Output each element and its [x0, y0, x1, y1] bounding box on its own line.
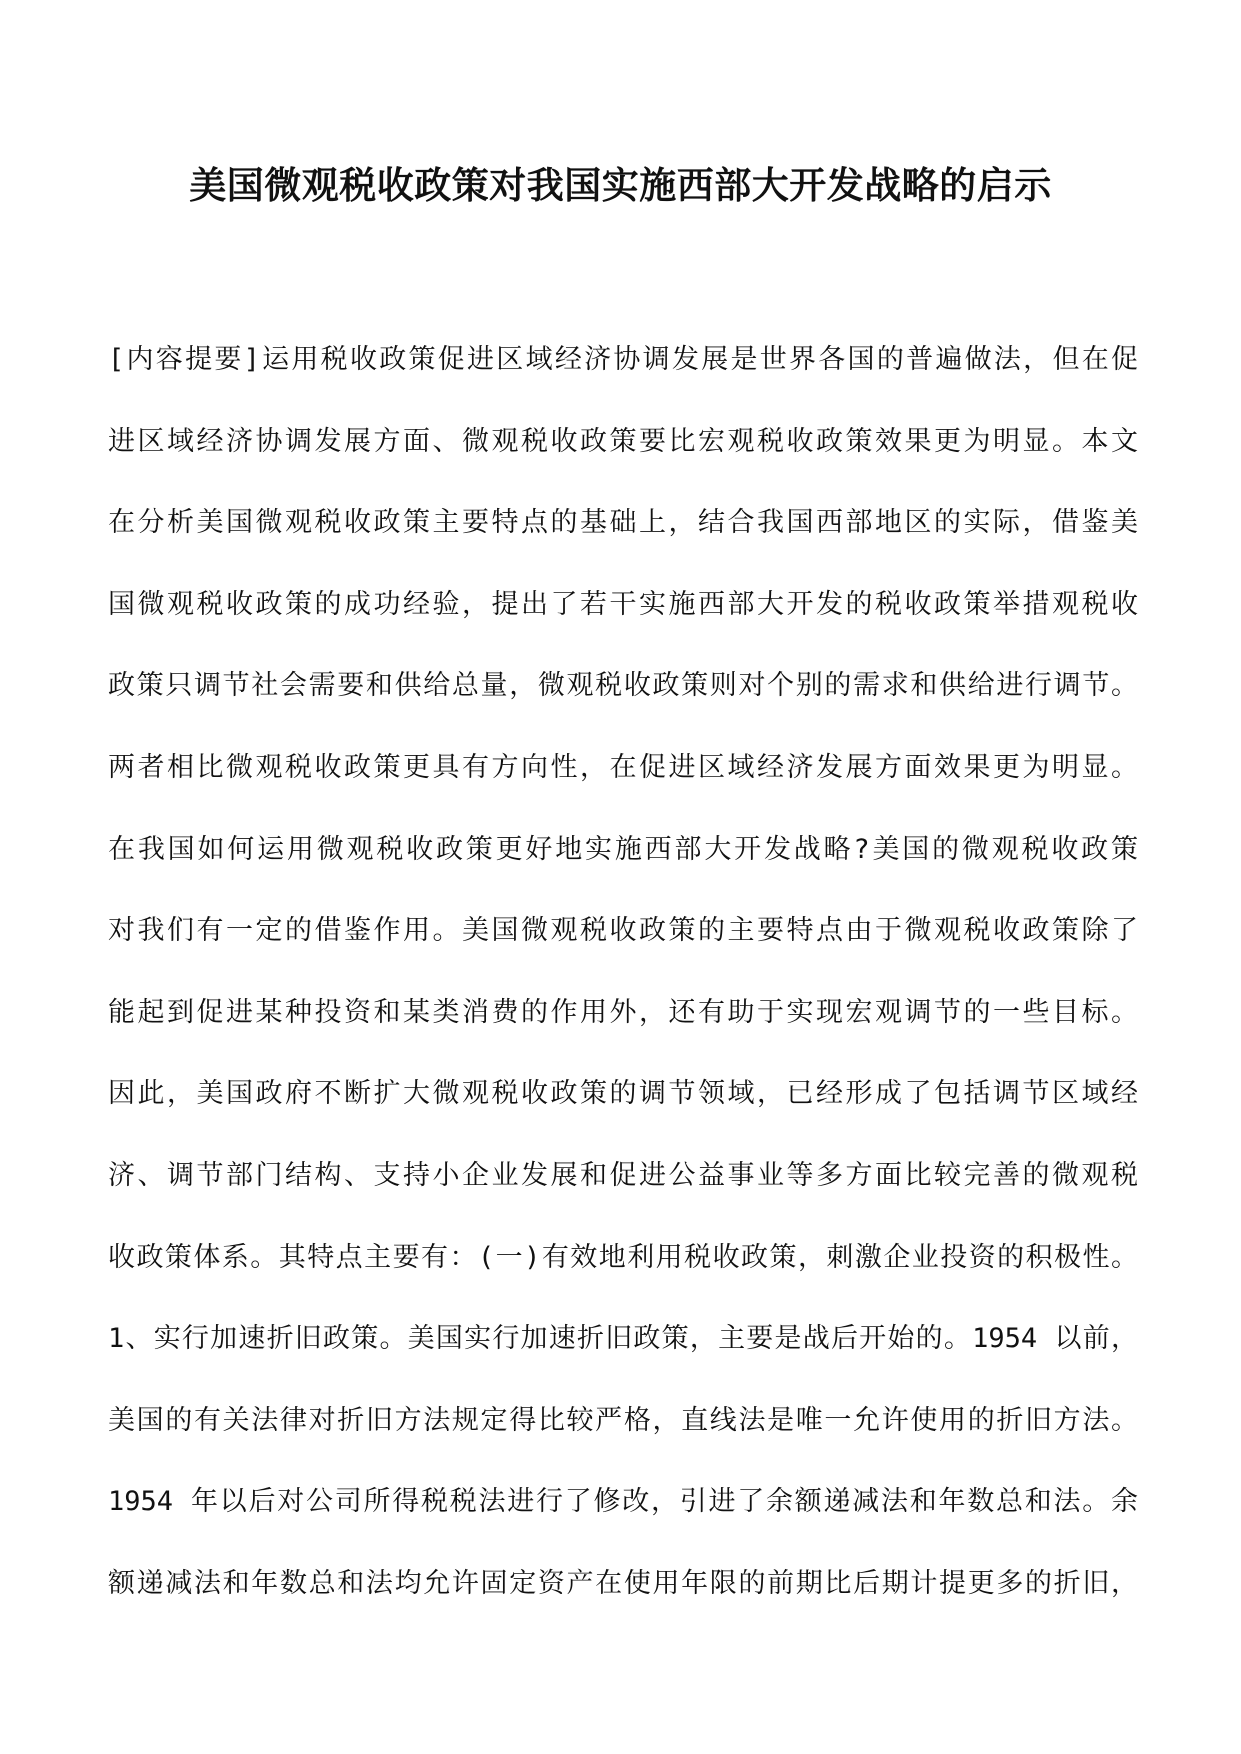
body-line: 因此，美国政府不断扩大微观税收政策的调节领域，已经形成了包括调节区域经	[108, 1078, 1138, 1110]
body-line: 政策只调节社会需要和供给总量，微观税收政策则对个别的需求和供给进行调节。	[108, 670, 1138, 702]
body-line: 额递减法和年数总和法均允许固定资产在使用年限的前期比后期计提更多的折旧，	[108, 1567, 1138, 1599]
document-title: 美国微观税收政策对我国实施西部大开发战略的启示	[189, 163, 1052, 207]
body-line: 对我们有一定的借鉴作用。美国微观税收政策的主要特点由于微观税收政策除了	[108, 915, 1138, 947]
body-line: 在我国如何运用微观税收政策更好地实施西部大开发战略?美国的微观税收政策	[108, 833, 1138, 865]
body-line: 1、实行加速折旧政策。美国实行加速折旧政策，主要是战后开始的。1954 以前，	[108, 1323, 1138, 1355]
body-line: 进区域经济协调发展方面、微观税收政策要比宏观税收政策效果更为明显。本文	[108, 425, 1138, 457]
body-line: 美国的有关法律对折旧方法规定得比较严格，直线法是唯一允许使用的折旧方法。	[108, 1404, 1138, 1436]
body-line: 收政策体系。其特点主要有：(一)有效地利用税收政策，刺激企业投资的积极性。	[108, 1241, 1138, 1273]
body-line: 能起到促进某种投资和某类消费的作用外，还有助于实现宏观调节的一些目标。	[108, 996, 1138, 1028]
body-line: 在分析美国微观税收政策主要特点的基础上，结合我国西部地区的实际，借鉴美	[108, 507, 1138, 539]
body-line: 国微观税收政策的成功经验，提出了若干实施西部大开发的税收政策举措观税收	[108, 588, 1138, 620]
body-line: 济、调节部门结构、支持小企业发展和促进公益事业等多方面比较完善的微观税	[108, 1159, 1138, 1191]
body-line: 1954 年以后对公司所得税税法进行了修改，引进了余额递减法和年数总和法。余	[108, 1486, 1138, 1518]
body-line: [内容提要]运用税收政策促进区域经济协调发展是世界各国的普遍做法，但在促	[108, 344, 1138, 375]
body-line: 两者相比微观税收政策更具有方向性，在促进区域经济发展方面效果更为明显。	[108, 751, 1138, 783]
document-body	[108, 335, 1138, 1641]
